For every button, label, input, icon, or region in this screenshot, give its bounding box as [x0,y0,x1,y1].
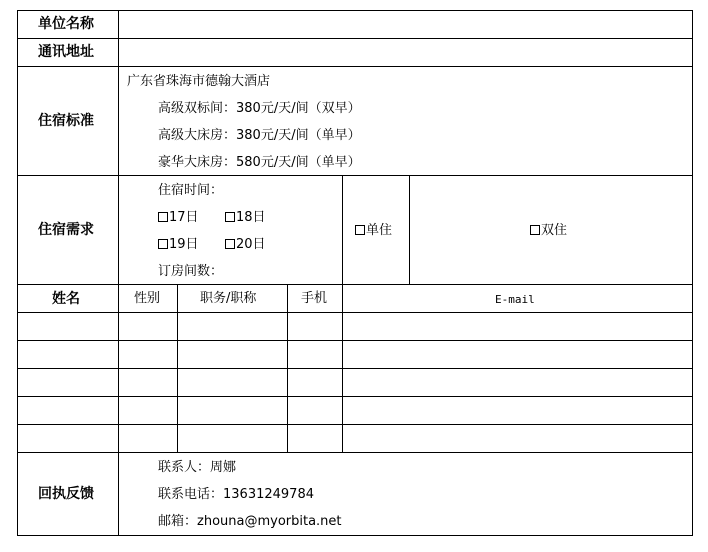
col-rule [287,284,288,452]
room-rate: 豪华大床房：580元/天/间（单早） [158,155,361,170]
single-option[interactable]: 单住 [355,223,392,239]
position-header: 职务/职称 [200,291,257,306]
stay-time-label: 住宿时间： [158,183,224,198]
phone-header: 手机 [301,291,328,306]
date-option[interactable]: 17日 [158,210,199,226]
checkbox[interactable] [158,212,168,222]
col-rule [177,284,178,452]
date-option[interactable]: 18日 [225,210,266,226]
address-field[interactable] [119,39,692,66]
hotel-name: 广东省珠海市德翰大酒店 [127,74,271,89]
col-rule [118,10,119,536]
gender-header: 性别 [134,291,161,306]
room-rate: 高级大床房：380元/天/间（单早） [158,128,361,143]
checkbox[interactable] [355,225,365,235]
double-option[interactable]: 双住 [530,223,567,239]
date-option[interactable]: 19日 [158,237,199,253]
email-header: E-mail [495,293,535,306]
col-rule [17,10,18,536]
room-count-label: 订房间数： [158,264,224,279]
unit-name-field[interactable] [119,11,692,38]
checkbox[interactable] [530,225,540,235]
address-label: 通讯地址 [38,44,94,60]
registration-form [17,10,693,536]
unit-name-label: 单位名称 [38,16,94,32]
date-option[interactable]: 20日 [225,237,266,253]
contact-email: 邮箱：zhouna@myorbita.net [158,514,342,529]
request-label: 住宿需求 [38,222,94,238]
checkbox[interactable] [225,212,235,222]
checkbox[interactable] [158,239,168,249]
col-rule [342,175,343,452]
contact-phone: 联系电话：13631249784 [158,487,314,502]
name-header: 姓名 [52,291,80,307]
checkbox[interactable] [225,239,235,249]
contact-person: 联系人：周娜 [158,460,237,475]
col-rule [692,10,693,536]
col-rule [409,175,410,284]
feedback-label: 回执反馈 [38,486,94,502]
room-rate: 高级双标间：380元/天/间（双早） [158,101,361,116]
standard-label: 住宿标准 [38,113,94,129]
